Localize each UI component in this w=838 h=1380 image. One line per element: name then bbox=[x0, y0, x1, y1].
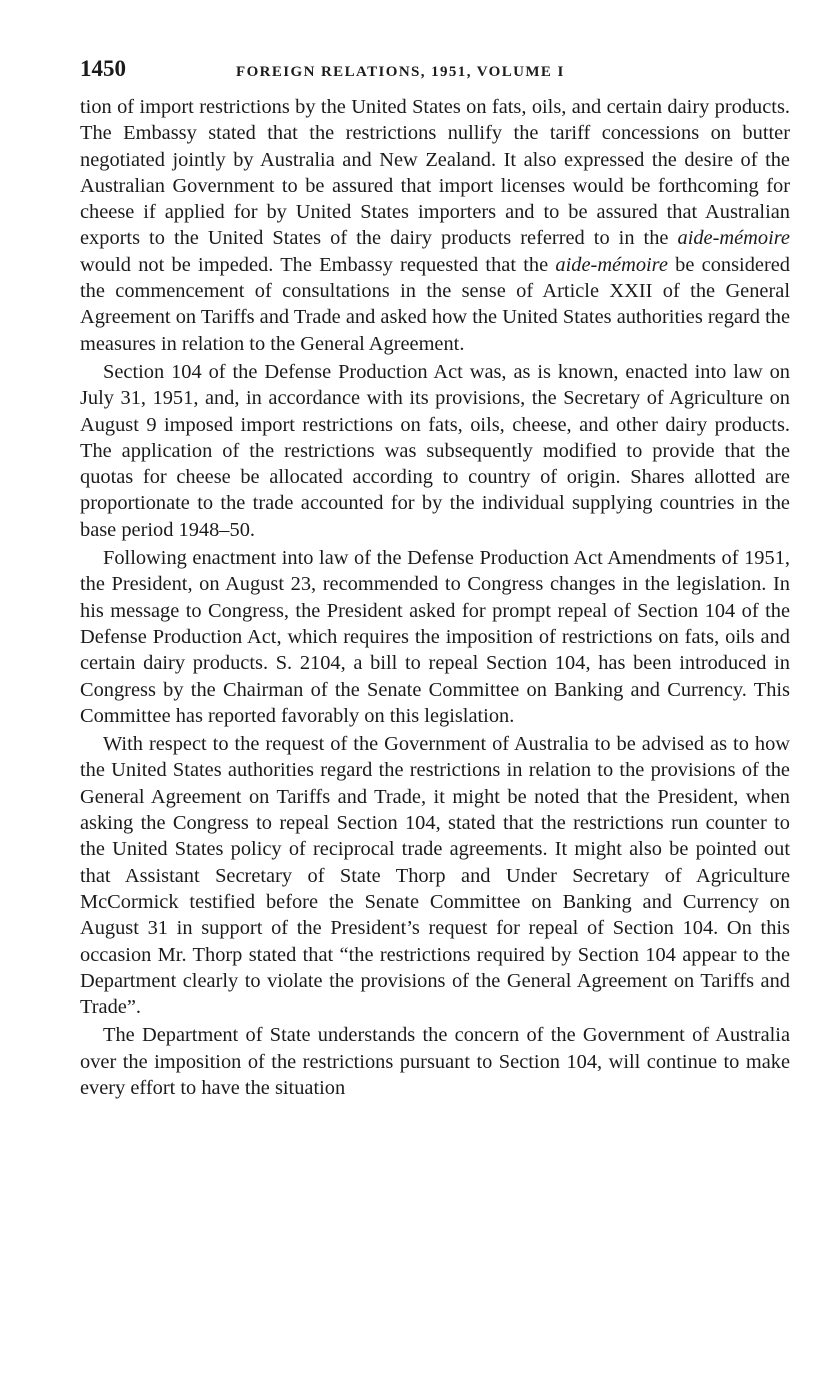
paragraph-1-italic-1: aide-mémoire bbox=[677, 227, 790, 250]
document-page bbox=[80, 56, 790, 1101]
paragraph-1-text-a: tion of import restrictions by the United States on fats, oils, and certain dairy products. The Embassy stated that the restrictions nullify the tariff concessions on butter negotiated jointly by Australia and New Zealand. It also expressed the desire of the Australian Government to be assured that import licenses would be forthcoming for cheese if applied for by United States importers and to be assured that Australian exports to the United States of the dairy products referred to in the bbox=[80, 96, 790, 250]
paragraph-1-text-b: would not be impeded. The Embassy requested that the bbox=[80, 253, 556, 276]
paragraph-1 bbox=[80, 94, 790, 357]
page-header bbox=[80, 56, 790, 94]
page-number: 1450 bbox=[80, 56, 126, 81]
paragraph-2: Section 104 of the Defense Production Act was, as is known, enacted into law on July 31, 1951, and, in accordance with its provisions, the Secretary of Agriculture on August 9 imposed import restrictions on fats, oils, cheese, and other dairy products. The application of the restrictions was subsequently modified to provide that the quotas for cheese be allocated according to country of origin. Shares allotted are proportionate to the trade accounted for by the individual supplying countries in the base period 1948–50. bbox=[80, 360, 790, 541]
paragraph-3: Following enactment into law of the Defense Production Act Amendments of 1951, the President, on August 23, recommended to Congress changes in the legislation. In his message to Congress, the President asked for prompt repeal of Section 104 of the Defense Production Act, which requires the imposition of restrictions on fats, oils and certain dairy products. S. 2104, a bill to repeal Section 104, has been introduced in Congress by the Chairman of the Senate Committee on Banking and Currency. This Committee has reported favorably on this legislation. bbox=[80, 547, 790, 727]
paragraph-5: The Department of State understands the concern of the Government of Australia over the imposition of the restrictions pursuant to Section 104, will continue to make every effort to have the situation bbox=[80, 1024, 790, 1099]
paragraph-4: With respect to the request of the Government of Australia to be advised as to how the United States authorities regard the restrictions in relation to the provisions of the General Agreement on Tariffs and Trade, it might be noted that the President, when asking the Congress to repeal Section 104, stated that the restrictions run counter to the United States policy of reciprocal trade agreements. It might also be pointed out that Assistant Secretary of State Thorp and Under Secretary of Agriculture McCormick testified before the Senate Committee on Banking and Currency on August 31 in support of the President’s request for repeal of Section 104. On this occasion Mr. Thorp stated that “the restrictions required by Section 104 appear to the Department clearly to violate the provisions of the General Agreement on Tariffs and Trade”. bbox=[80, 733, 790, 1019]
paragraph-1-text-c: be considered the commencement of consultations in the sense of Article XXII of the General Agreement on Tariffs and Trade and asked how the United States authorities regard the measures in relation to the General Agreement. bbox=[80, 253, 790, 355]
running-head: FOREIGN RELATIONS, 1951, VOLUME I bbox=[236, 64, 565, 80]
paragraph-1-italic-2: aide-mémoire bbox=[555, 253, 668, 276]
